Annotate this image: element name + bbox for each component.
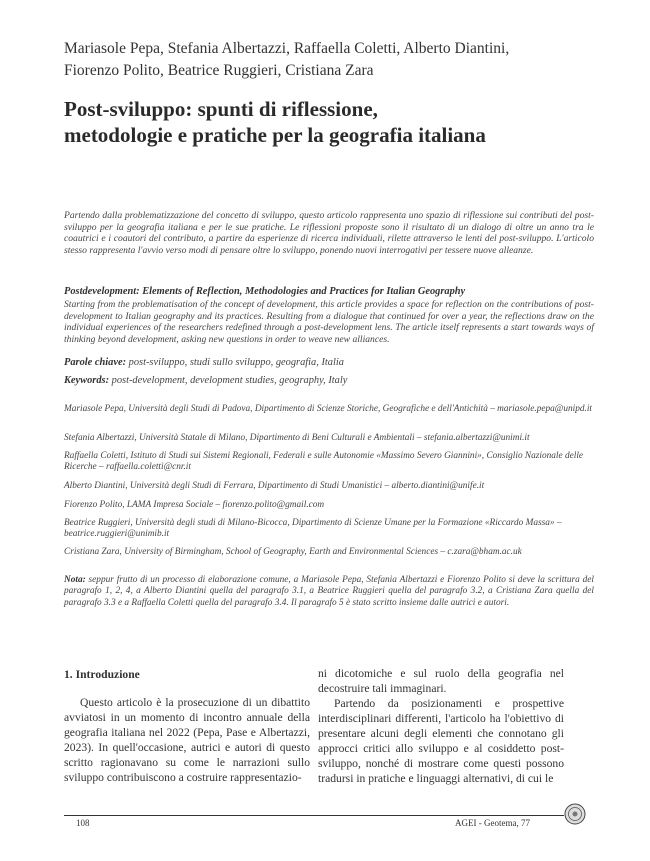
english-abstract: Starting from the problematisation of the concept of development, this article provides a space for reflection on the contributions of post-development to Italian geography and its practices. Resulting from a dialogue that continued for over a year, the reflections draw on the individual experiences of the researchers redefined through a post-development lens. The article itself represents a start towards ways of thinking beyond development, asking new questions in order to weave new alliances.	[64, 299, 594, 345]
footer-rule	[64, 815, 564, 816]
affiliation-1: Mariasole Pepa, Università degli Studi di Padova, Dipartimento di Scienze Storiche, Geografiche e dell'Antichità – mariasole.pepa@unipd.it	[64, 404, 592, 414]
title-line-1: Post-sviluppo: spunti di riflessione,	[64, 97, 378, 121]
keywords-it-label: Parole chiave:	[64, 357, 127, 368]
page-number: 108	[76, 818, 90, 828]
author-list	[64, 38, 624, 82]
authors-line-2: Fiorenzo Polito, Beatrice Ruggieri, Cristiana Zara	[64, 62, 374, 79]
keywords-en-label: Keywords:	[64, 375, 110, 386]
title-line-2: metodologie e pratiche per la geografia italiana	[64, 123, 486, 147]
affiliation-4: Alberto Diantini, Università degli Studi di Ferrara, Dipartimento di Studi Umanistici – alberto.diantini@unife.it	[64, 481, 485, 491]
authors-line-1: Mariasole Pepa, Stefania Albertazzi, Raffaella Coletti, Alberto Diantini,	[64, 40, 510, 57]
authorship-note	[64, 575, 594, 609]
right-column	[318, 666, 564, 786]
affiliation-6: Beatrice Ruggieri, Università degli studi di Milano-Bicocca, Dipartimento di Scienze Umane per la Formazione «Riccardo Massa» – beatrice.ruggieri@unimib.it	[64, 518, 562, 540]
journal-name: AGEI - Geotema, 77	[455, 818, 530, 828]
right-paragraph-2: Partendo da posizionamenti e prospettive interdisciplinari differenti, l'articolo ha l'obiettivo di presentare alcuni degli elementi che connotano gli approcci critici allo sviluppo e al cosiddetto post-sviluppo, nonché di mostrare come questi possono tradursi in pratiche e linguaggi alternativi, di cui le	[318, 697, 564, 785]
note-text: seppur frutto di un processo di elaborazione comune, a Mariasole Pepa, Stefania Albertazzi e Fiorenzo Polito si deve la scrittura del paragrafo 1, 2, 4, a Alberto Diantini quella del paragrafo 3.1, a Beatrice Ruggieri quella del paragrafo 3.2, a Cristiana Zara quella del paragrafo 3.3 e a Raffaella Coletti quella del paragrafo 3.4. Il paragrafo 5 è stato scritto insieme dalle autrici e autori.	[64, 575, 594, 608]
note-label: Nota:	[64, 575, 86, 585]
affiliation-7: Cristiana Zara, University of Birmingham, School of Geography, Earth and Environmental Sciences – c.zara@bham.ac.uk	[64, 547, 522, 557]
affiliation-5: Fiorenzo Polito, LAMA Impresa Sociale – fiorenzo.polito@gmail.com	[64, 500, 325, 510]
english-title: Postdevelopment: Elements of Reflection, Methodologies and Practices for Italian Geography	[64, 286, 466, 297]
section-heading: 1. Introduzione	[64, 668, 140, 681]
keywords-it-value: post-sviluppo, studi sullo sviluppo, geografia, Italia	[126, 357, 344, 368]
agei-seal-icon	[564, 803, 586, 825]
left-paragraph: Questo articolo è la prosecuzione di un dibattito avviatosi in un momento di incontro annuale della geografia italiana nel 2022 (Pepa, Pase e Albertazzi, 2023). In quell'occasione, autrici e autori di questo scritto ragionavano su come le narrazioni sullo sviluppo contribuiscono a costruire rappresentazio-	[64, 696, 310, 784]
left-column	[64, 695, 310, 785]
affiliation-3: Raffaella Coletti, Istituto di Studi sui Sistemi Regionali, Federali e sulle Autonomie «Massimo Severo Giannini», Consiglio Nazionale delle Ricerche – raffaella.coletti@cnr.it	[64, 451, 584, 473]
italian-keywords	[64, 357, 604, 369]
keywords-en-value: post-development, development studies, geography, Italy	[109, 375, 348, 386]
affiliation-2: Stefania Albertazzi, Università Statale di Milano, Dipartimento di Beni Culturali e Ambientali – stefania.albertazzi@unimi.it	[64, 433, 530, 443]
italian-abstract: Partendo dalla problematizzazione del concetto di sviluppo, questo articolo rappresenta uno spazio di riflessione sui contributi del post-sviluppo per la geografia italiana e per le sue pratiche. Le riflessioni proposte sono il risultato di un dialogo di oltre un anno tra le coautrici e i coautori del contributo, a partire da esperienze di ricerca individuali, rilette attraverso le lenti del post-sviluppo. L'articolo stesso rappresenta l'avvio verso modi di pensare oltre lo sviluppo, ponendo nuovi interrogativi per tessere nuove alleanze.	[64, 210, 594, 256]
english-keywords	[64, 375, 604, 387]
right-paragraph-1: ni dicotomiche e sul ruolo della geografia nel decostruire tali immaginari.	[318, 667, 564, 695]
article-title	[64, 96, 624, 148]
